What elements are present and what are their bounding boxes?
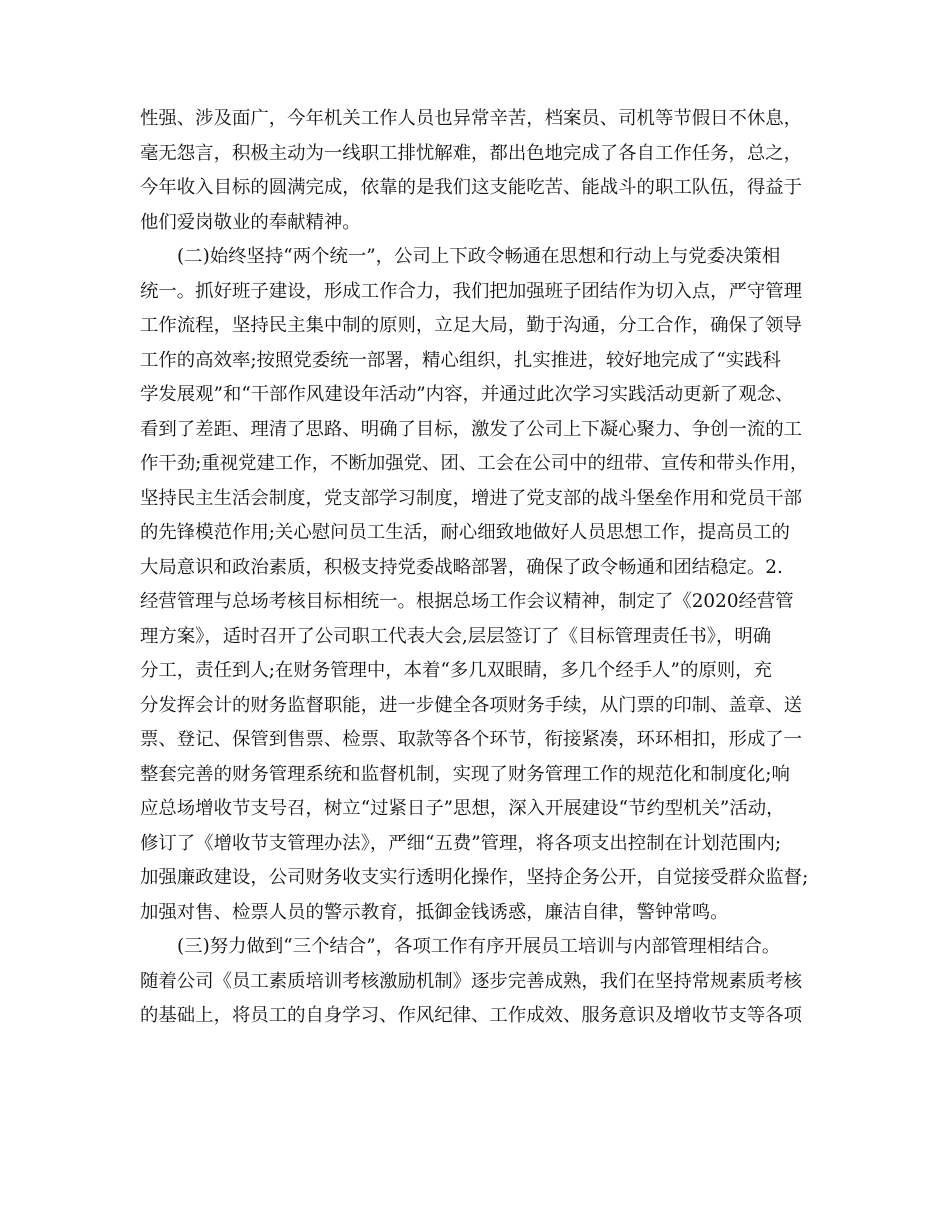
text-line: 修订了《增收节支管理办法》，严细“五费”管理，将各项支出控制在计划范围内; — [140, 832, 782, 854]
text-line: 工作流程，坚持民主集中制的原则，立足大局，勤于沟通，分工合作，确保了领导 — [140, 315, 803, 336]
text-line: 分工，责任到人;在财务管理中，本着“多几双眼睛，多几个经手人”的原则，充 — [140, 660, 772, 681]
text-line: 票、登记、保管到售票、检票、取款等各个环节，衔接紧凑，环环相扣，形成了一 — [140, 729, 803, 750]
text-line: 大局意识和政治素质，积极支持党委战略部署，确保了政令畅通和团结稳定。2. — [140, 556, 783, 578]
text-line: 的基础上，将员工的自身学习、作风纪律、工作成效、服务意识及增收节支等各项 — [140, 1005, 803, 1026]
text-line: 看到了差距、理清了思路、明确了目标，激发了公司上下凝心聚力、争创一流的工 — [140, 418, 803, 440]
document-body — [140, 102, 820, 1034]
text-line: 随着公司《员工素质培训考核激励机制》逐步完善成熟，我们在坚持常规素质考核 — [140, 970, 803, 992]
text-line: 整套完善的财务管理系统和监督机制，实现了财务管理工作的规范化和制度化;响 — [140, 763, 790, 785]
text-line: 的先锋模范作用;关心慰问员工生活，耐心细致地做好人员思想工作，提高员工的 — [140, 522, 790, 543]
text-line: 加强对售、检票人员的警示教育，抵御金钱诱惑，廉洁自律，警钟常鸣。 — [140, 901, 729, 923]
text-line: 毫无怨言，积极主动为一线职工排忧解难，都出色地完成了各自工作任务，总之， — [140, 142, 803, 164]
text-line: 坚持民主生活会制度，党支部学习制度，增进了党支部的战斗堡垒作用和党员干部 — [140, 487, 803, 509]
paragraph-heading-line: (三)努力做到“三个结合”，各项工作有序开展员工培训与内部管理相结合。 — [177, 936, 781, 957]
text-line: 学发展观”和“干部作风建设年活动”内容，并通过此次学习实践活动更新了观念、 — [140, 384, 794, 405]
text-line: 加强廉政建设，公司财务收支实行透明化操作，坚持企务公开，自觉接受群众监督; — [140, 867, 809, 888]
text-line: 应总场增收节支号召，树立“过紧日子”思想，深入开展建设“节约型机关”活动， — [140, 798, 785, 819]
text-line: 他们爱岗敬业的奉献精神。 — [140, 211, 361, 233]
text-line: 工作的高效率;按照党委统一部署，精心组织，扎实推进，较好地完成了“实践科 — [140, 349, 781, 371]
paragraph-heading-line: (二)始终坚持“两个统一”，公司上下政令畅通在思想和行动上与党委决策相 — [177, 246, 781, 267]
text-line: 分发挥会计的财务监督职能，进一步健全各项财务手续，从门票的印制、盖章、送 — [140, 694, 803, 716]
text-line: 经营管理与总场考核目标相统一。根据总场工作会议精神，制定了《2020经营管 — [140, 591, 794, 612]
text-line: 理方案》，适时召开了公司职工代表大会,层层签订了《目标管理责任书》，明确 — [140, 625, 772, 647]
text-line: 统一。抓好班子建设，形成工作合力，我们把加强班子团结作为切入点，严守管理 — [140, 280, 803, 302]
text-line: 今年收入目标的圆满完成，依靠的是我们这支能吃苦、能战斗的职工队伍，得益于 — [140, 177, 803, 198]
text-line: 性强、涉及面广，今年机关工作人员也异常辛苦，档案员、司机等节假日不休息， — [140, 108, 803, 129]
text-line: 作干劲;重视党建工作，不断加强党、团、工会在公司中的纽带、宣传和带头作用， — [140, 453, 809, 474]
